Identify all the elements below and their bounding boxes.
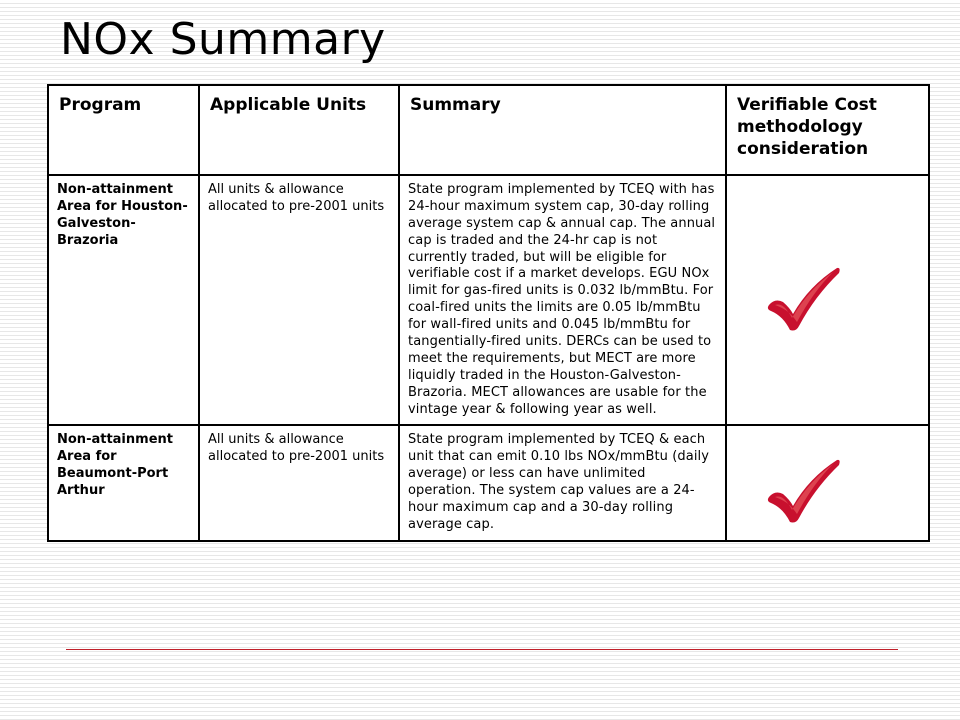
table-row: [48, 175, 929, 425]
red-checkmark-icon: [763, 264, 843, 334]
nox-summary-table: [47, 84, 930, 542]
header-summary: Summary: [399, 85, 726, 175]
program-cell: Non-attainment Area for Beaumont-Port Arthur: [48, 425, 199, 540]
red-checkmark-icon: [763, 456, 843, 526]
table-header-row: [48, 85, 929, 175]
verifiable-cost-cell: [726, 425, 929, 540]
header-applicable-units: Applicable Units: [199, 85, 399, 175]
slide-title: NOx Summary: [60, 14, 386, 65]
table-row: [48, 425, 929, 540]
header-program: Program: [48, 85, 199, 175]
applicable-units-cell: All units & allowance allocated to pre-2001 units: [199, 175, 399, 425]
red-divider-line: [66, 649, 898, 650]
program-cell: Non-attainment Area for Houston-Galveston-Brazoria: [48, 175, 199, 425]
header-verifiable-cost: Verifiable Cost methodology consideration: [726, 85, 929, 175]
summary-cell: State program implemented by TCEQ & each unit that can emit 0.10 lbs NOx/mmBtu (daily average) or less can have unlimited operation. The system cap values are a 24-hour maximum cap and a 30-day rolling average cap.: [399, 425, 726, 540]
applicable-units-cell: All units & allowance allocated to pre-2001 units: [199, 425, 399, 540]
summary-cell: State program implemented by TCEQ with has 24-hour maximum system cap, 30-day rolling average system cap & annual cap. The annual cap is traded and the 24-hr cap is not currently traded, but will be eligible for verifiable cost if a market develops. EGU NOx limit for gas-fired units is 0.032 lb/mmBtu. For coal-fired units the limits are 0.05 lb/mmBtu for wall-fired units and 0.045 lb/mmBtu for tangentially-fired units. DERCs can be used to meet the requirements, but MECT are more liquidly traded in the Houston-Galveston-Brazoria. MECT allowances are usable for the vintage year & following year as well.: [399, 175, 726, 425]
verifiable-cost-cell: [726, 175, 929, 425]
